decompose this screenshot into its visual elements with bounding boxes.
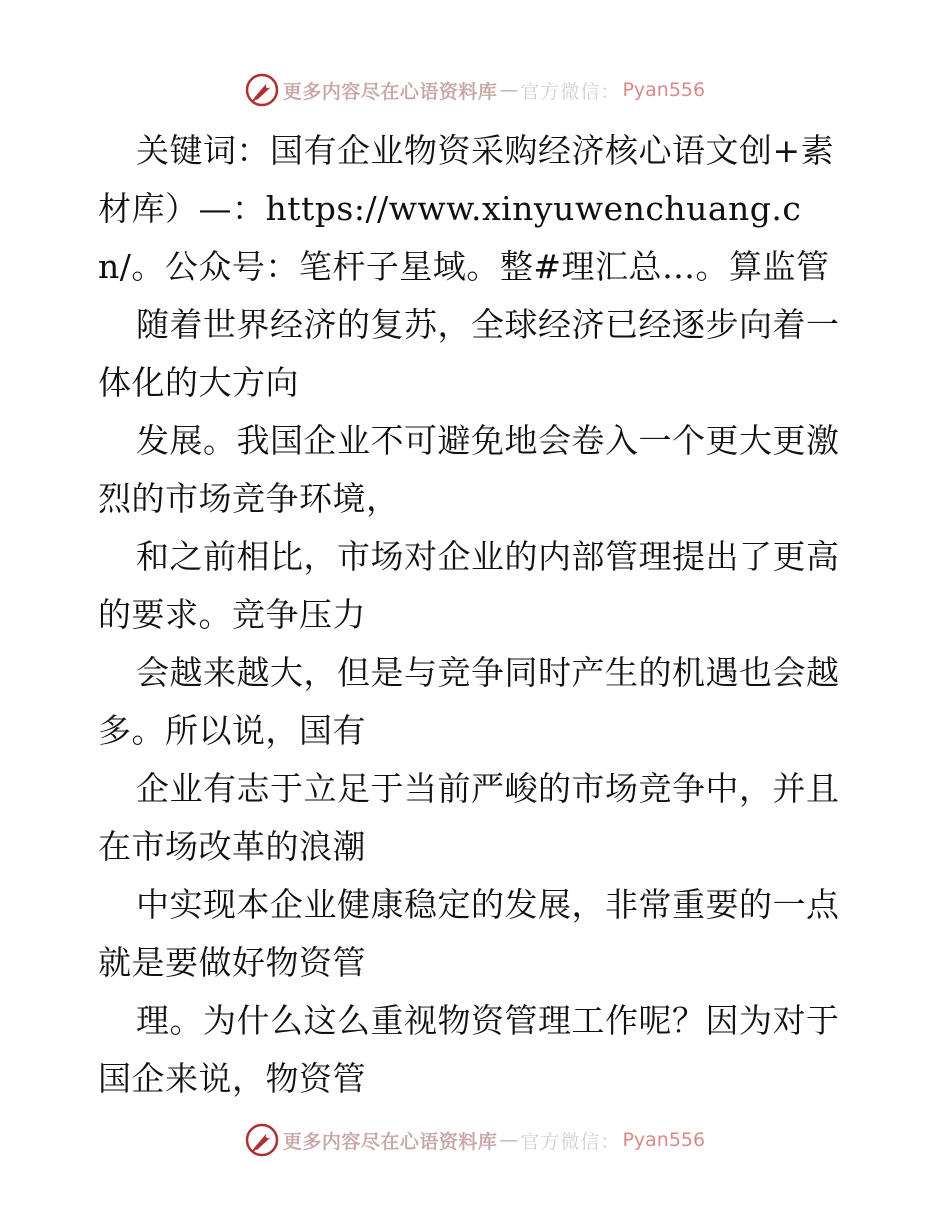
paragraph: 理。为什么这么重视物资管理工作呢？因为对于国企来说，物资管 [98, 1001, 840, 1098]
paragraph: 随着世界经济的复苏，全球经济已经逐步向着一体化的大方向 [98, 305, 840, 402]
pen-nib-logo-icon [245, 73, 279, 107]
watermark-brand-text: 更多内容尽在心语资料库 [282, 1130, 498, 1153]
paragraph: 和之前相比，市场对企业的内部管理提出了更高的要求。竞争压力 [98, 537, 840, 634]
watermark-wechat-label: 官方微信： [520, 1130, 621, 1153]
paragraph: 企业有志于立足于当前严峻的市场竞争中，并且在市场改革的浪潮 [98, 769, 840, 866]
paragraph: 发展。我国企业不可避免地会卷入一个更大更激烈的市场竞争环境， [98, 421, 840, 518]
paragraph: 中实现本企业健康稳定的发展，非常重要的一点就是要做好物资管 [98, 885, 840, 982]
watermark-wechat-id: Pyan556 [622, 1129, 706, 1151]
paragraph: 会越来越大，但是与竞争同时产生的机遇也会越多。所以说，国有 [98, 653, 840, 750]
paragraph: 关键词：国有企业物资采购经济核心语文创+素材库）—：https://www.xinyuwenchuang.cn/。公众号：笔杆子星域。整#理汇总…。算监管 [98, 131, 835, 286]
watermark-brand-text: 更多内容尽在心语资料库 [282, 80, 498, 103]
watermark-wechat-label: 官方微信： [520, 80, 621, 103]
pen-nib-logo-icon [245, 1123, 279, 1157]
document-body [98, 122, 858, 1108]
header-watermark [0, 70, 950, 110]
footer-watermark [0, 1120, 950, 1160]
watermark-wechat-id: Pyan556 [622, 79, 706, 101]
watermark-separator: — [499, 79, 519, 101]
watermark-separator: — [499, 1129, 519, 1151]
